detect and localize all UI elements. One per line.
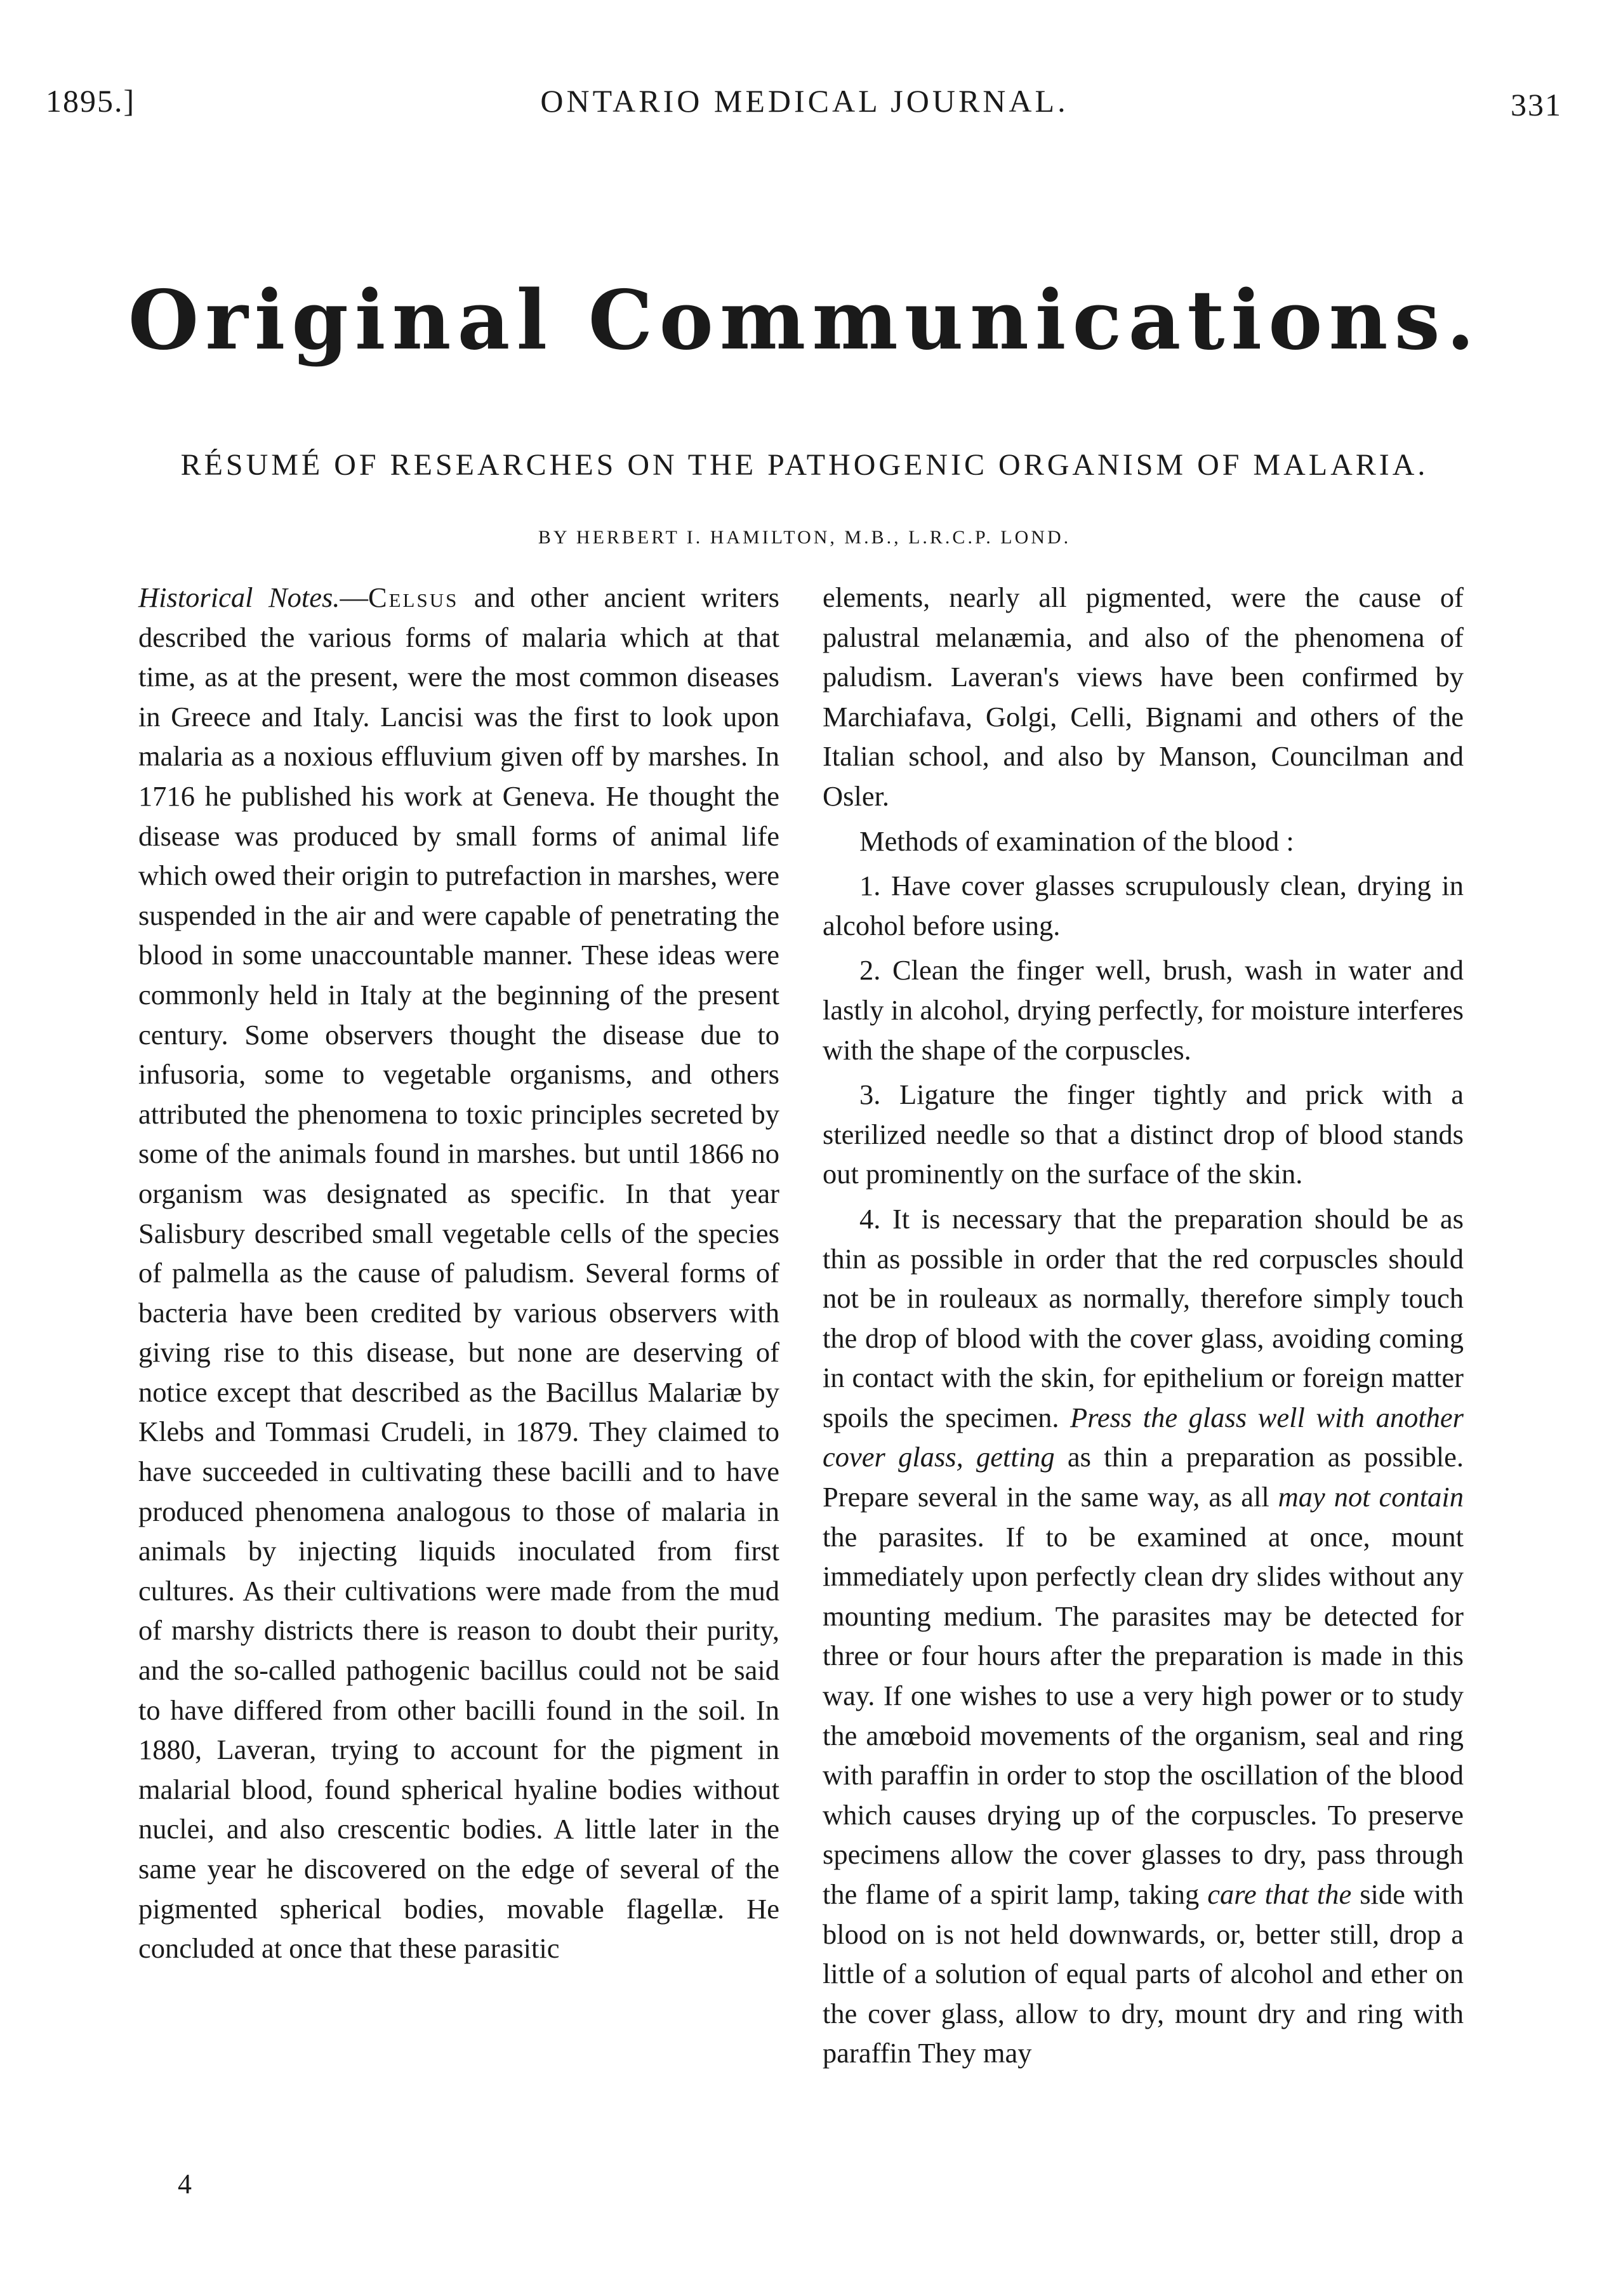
article-title: RÉSUMÉ OF RESEARCHES ON THE PATHOGENIC ORGANISM OF MALARIA. xyxy=(180,448,1429,482)
paragraph-text: and other ancient writers described the various forms of malaria which at that time, as at the present, were the most common diseases in Greece and Italy. Lancisi was the first to look upon malaria as a noxious effluvium given off by marshes. In 1716 he published his work at Geneva. He thought the disease was produced by small forms of animal life which owed their origin to putrefaction in marshes, were suspended in the air and were capable of penetrating the blood in some unaccountable manner. These ideas were commonly held in Italy at the beginning of the present century. Some observers thought the disease due to infusoria, some to vegetable organisms, and others attributed the phenomena to toxic principles secreted by some of the animals found in marshes. but until 1866 no organism was designated as specific. In that year Salisbury described small vegetable cells of the species of palmella as the cause of paludism. Several forms of bacteria have been credited by various observers with giving rise to this disease, but none are deserving of notice except that described as the Bacillus Malariæ by Klebs and Tommasi Crudeli, in 1879. They claimed to have succeeded in cultivating these bacilli and to have produced phenomena analogous to those of malaria in animals by injecting liquids inoculated from first cultures. As their cultivations were made from the mud of marshy districts there is reason to doubt their purity, and the so-called pathogenic bacillus could not be said to have differed from other bacilli found in the soil. In 1880, Laveran, trying to account for the pigment in malarial blood, found spherical hyaline bodies without nuclei, and also crescentic bodies. A little later in the same year he discovered on the edge of several of the pigmented spherical bodies, movable flagellæ. He concluded at once that these parasitic xyxy=(138,581,779,1965)
step4-text-d: side with blood on is not held downwards, or, better still, drop a little of a solution of equal parts of alcohol and ether on the cover glass, allow to dry, mount dry and ring with paraffin They may xyxy=(823,1878,1464,2069)
running-head xyxy=(0,83,1609,133)
right-column xyxy=(823,578,1464,2073)
methods-heading: Methods of examination of the blood : xyxy=(859,825,1294,857)
dash: — xyxy=(340,581,368,613)
page-number: 331 xyxy=(1511,87,1562,123)
step4-italic-b: may not contain xyxy=(1278,1481,1464,1513)
step4-text-c: the parasites. If to be examined at once, mount immediately upon perfectly clean dry slides without any mounting medium. The parasites may be detected for three or four hours after the preparation is made in this way. If one wishes to use a very high power or to study the amœboid movements of the organism, seal and ring with paraffin in order to stop the oscillation of the blood which causes drying up of the corpuscles. To preserve specimens allow the cover glasses to dry, pass through the flame of a spirit lamp, taking xyxy=(823,1520,1464,1910)
step4-italic-a: Press the glass well with another cover glass, getting xyxy=(823,1401,1464,1473)
name-celsus: Celsus xyxy=(367,581,459,613)
method-step-1: 1. Have cover glasses scrupulously clean, drying in alcohol before using. xyxy=(823,870,1464,941)
section-title: Original Communications. xyxy=(128,273,1481,368)
run-in-heading: Historical Notes. xyxy=(138,581,340,613)
paragraph-continued: elements, nearly all pigmented, were the cause of palustral melanæmia, and also of the phenomena of paludism. Laveran's views have been confirmed by Marchiafava, Golgi, Celli, Bignami and others of the Italian school, and also by Manson, Councilman and Osler. xyxy=(823,581,1464,812)
signature-mark: 4 xyxy=(178,2168,192,2200)
method-step-4 xyxy=(823,1199,1464,2073)
step4-italic-c: care that the xyxy=(1207,1878,1352,1910)
journal-name: ONTARIO MEDICAL JOURNAL. xyxy=(540,83,1069,119)
left-column xyxy=(138,578,779,1968)
step4-text-a: 4. It is necessary that the preparation should be as thin as possible in order that the red corpuscles should not be in rouleaux as normally, therefore simply touch the drop of blood with the cover glass, avoiding coming in contact with the skin, for epithelium or foreign matter spoils the specimen. xyxy=(823,1202,1464,1433)
header-year: 1895.] xyxy=(46,83,136,119)
method-step-2: 2. Clean the finger well, brush, wash in water and lastly in alcohol, drying perfectly, for moisture interferes with the shape of the corpuscles. xyxy=(823,954,1464,1066)
step4-text-b: as thin a preparation as possible. Prepare several in the same way, as all xyxy=(823,1441,1464,1513)
method-step-3: 3. Ligature the finger tightly and prick with a sterilized needle so that a distinct drop of blood stands out prominently on the surface of the skin. xyxy=(823,1078,1464,1190)
paragraph-historical-notes xyxy=(138,578,779,1968)
author-byline: BY HERBERT I. HAMILTON, M.B., L.R.C.P. LOND. xyxy=(538,527,1071,548)
